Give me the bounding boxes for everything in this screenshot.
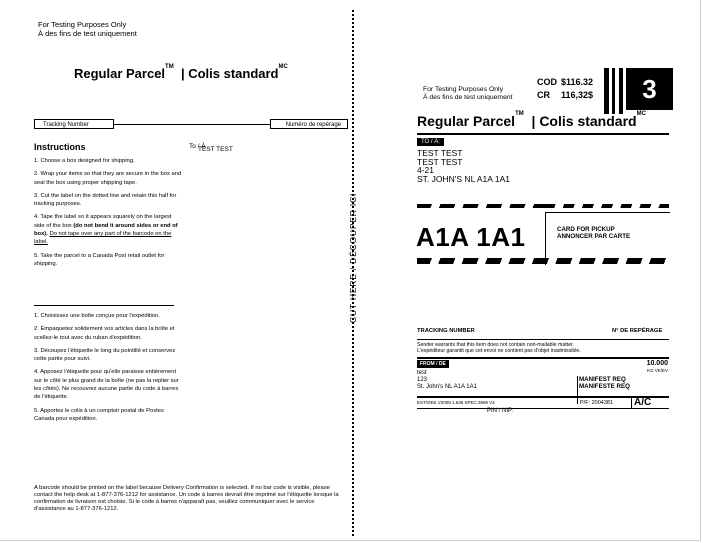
instructions-fr: [34, 312, 184, 428]
instruction-step: [34, 213, 182, 246]
address-line: TEST TEST: [417, 156, 463, 167]
to-label: To / À: [189, 143, 206, 150]
cod-amounts: [537, 76, 593, 102]
to-tag: TO / À:: [417, 138, 444, 146]
marque-commerce: MC: [278, 64, 288, 70]
step4-fr-underline: Ne recouvrez aucune partie du code à barres de l'étiquette.: [34, 386, 179, 401]
step4-text: 4. Tape the label so it appears squarely on the largest side of the box: [34, 214, 172, 229]
manifest-en: MANIFEST REQ: [579, 376, 626, 383]
step4-fr-text: 4. Apposez l'étiquette pour qu'elle paraisse entièrement sur le côté le plus grand de la boîte: [34, 369, 177, 384]
weight-unit: KG VE/EV: [646, 368, 668, 373]
pf-number: P/F: 2004381: [580, 400, 614, 406]
instructions-heading: Instructions: [34, 142, 86, 152]
instruction-step: 1. Choose a box designed for shipping.: [34, 158, 135, 164]
postal-band-bottom: [417, 258, 669, 264]
service-title: [74, 66, 288, 81]
postal-band-top: [417, 204, 545, 208]
spec-line: EST/OEE V2009.1.635 SPEC.3696 V2: [417, 400, 495, 405]
label-service-title: [417, 113, 646, 129]
service-title-fr: | Colis standard: [180, 66, 279, 81]
tracking-rule: [417, 339, 669, 340]
tracking-arrow-line: [114, 124, 270, 125]
trademark: TM: [165, 64, 174, 70]
cut-here-label: CUT HERE / DÉCOUPER ICI: [348, 192, 358, 323]
zone-bar: [604, 68, 609, 114]
from-tag: FROM / DE: [417, 360, 449, 368]
instruction-step-fr: 2. Empaquetez solidement vos articles dans la boîte et scellez-le tout avec du ruban d'expédition.: [34, 326, 175, 341]
account-code: A/C: [634, 397, 652, 408]
cod-label: COD: [537, 77, 557, 87]
postal-code: A1A 1A1: [416, 222, 526, 252]
step4-underline: Do not tape over any part of the barcode on the label.: [34, 231, 172, 246]
pin-label: PIN / NIP:: [487, 408, 514, 414]
cr-label: CR: [537, 90, 550, 100]
barcode-note: A barcode should be printed on the label because Delivery Confirmation is selected. If no bar code is visible, please contact the help desk at 1-877-376-1212 for assistance. Un code à barres devrait être imprimé sur l'étiquette lorsque la confirmation de livraison est choisie. Si le code à barres n'apparaît pas, veuillez communiquer avec le service d'assistance au 1-877-376-1212.: [34, 485, 339, 512]
instructions-divider: [34, 305, 174, 306]
instruction-step: 5. Take the parcel to a Canada Post retail outlet for shipping.: [34, 252, 165, 267]
instruction-step-fr: 3. Découpez l'étiquette le long du pointillé et conservez cette partie pour suivi.: [34, 347, 176, 363]
sender-warranty-en: Sender warrants that this item does not contain non-mailable matter.: [417, 342, 574, 348]
step4-bold: (do not bend it around sides or end of box).: [34, 222, 178, 238]
test-notice-fr: À des fins de test uniquement: [38, 29, 137, 38]
instruction-step: 3. Cut the label on the dotted line and retain this half for tracking purposes.: [34, 192, 177, 208]
sender-warranty: [417, 342, 581, 354]
label-mc: MC: [636, 111, 646, 117]
card-pickup-en: CARD FOR PICKUP: [557, 226, 615, 233]
to-recipient: TEST TEST: [198, 146, 233, 153]
recipient-address: [417, 149, 510, 183]
label-title-fr: | Colis standard: [531, 113, 637, 129]
sender-line: St. John's NL A1A 1A1: [417, 384, 477, 390]
address-line: ST. JOHN'S NL A1A 1A1: [417, 173, 510, 184]
sender-line: test: [417, 370, 427, 376]
cod-value: $116.32: [561, 77, 594, 87]
ac-divider: [631, 396, 632, 408]
instruction-step: 2. Wrap your items so that they are secure in the box and seal the box using proper shipping tape.: [34, 171, 182, 186]
sender-address: [417, 370, 477, 391]
card-pickup-text: [557, 226, 630, 240]
sender-line: 123: [417, 377, 428, 383]
reference-heading: N° DE REPÉRAGE: [612, 328, 663, 334]
zone-bar: [619, 68, 623, 114]
zone-bar: [612, 68, 615, 114]
instruction-step-fr: [34, 368, 184, 401]
manifest-divider: [577, 376, 578, 404]
label-title-en: Regular Parcel: [417, 113, 516, 129]
test-notice-en: For Testing Purposes Only: [38, 20, 127, 29]
label-test-notice-en: For Testing Purposes Only: [423, 86, 503, 93]
service-title-en: Regular Parcel: [74, 66, 166, 81]
address-line: TEST TEST: [417, 148, 463, 158]
cr-value: 116,32$: [561, 90, 594, 100]
sender-warranty-fr: L'expéditeur garantit que cet envoi ne contient pas d'objet inadmissible.: [417, 348, 581, 354]
label-test-notice-fr: À des fins de test uniquement: [423, 94, 513, 101]
manifest-fr: MANIFESTE REQ: [579, 383, 630, 390]
tracking-number-heading: TRACKING NUMBER: [417, 328, 475, 334]
from-rule: [417, 357, 669, 359]
label-trademark: TM: [515, 111, 524, 117]
instructions-en: [34, 157, 182, 273]
instruction-step-fr: 1. Choisissez une boîte conçue pour l'expédition.: [34, 313, 160, 319]
pin-rule: [417, 408, 669, 409]
address-line: 4-21: [417, 165, 435, 176]
weight-value: 10.000: [646, 360, 668, 367]
title-rule: [417, 133, 669, 135]
reference-number-box: Numéro de repérage: [270, 119, 348, 129]
zone-number: 3: [626, 68, 673, 110]
instruction-step-fr: 5. Apportez le colis à un comptoir postal de Postes Canada pour expédition.: [34, 407, 164, 422]
card-band-top: [545, 204, 669, 208]
step4-fr-bold: (ne pas la replier sur les côtés).: [34, 377, 179, 393]
label-test-notice: [423, 86, 513, 102]
test-notice: [38, 20, 137, 38]
card-pickup-fr: ANNONCER PAR CARTE: [557, 233, 631, 240]
manifest-required: [579, 376, 630, 390]
tracking-number-box: Tracking Number: [34, 119, 114, 129]
